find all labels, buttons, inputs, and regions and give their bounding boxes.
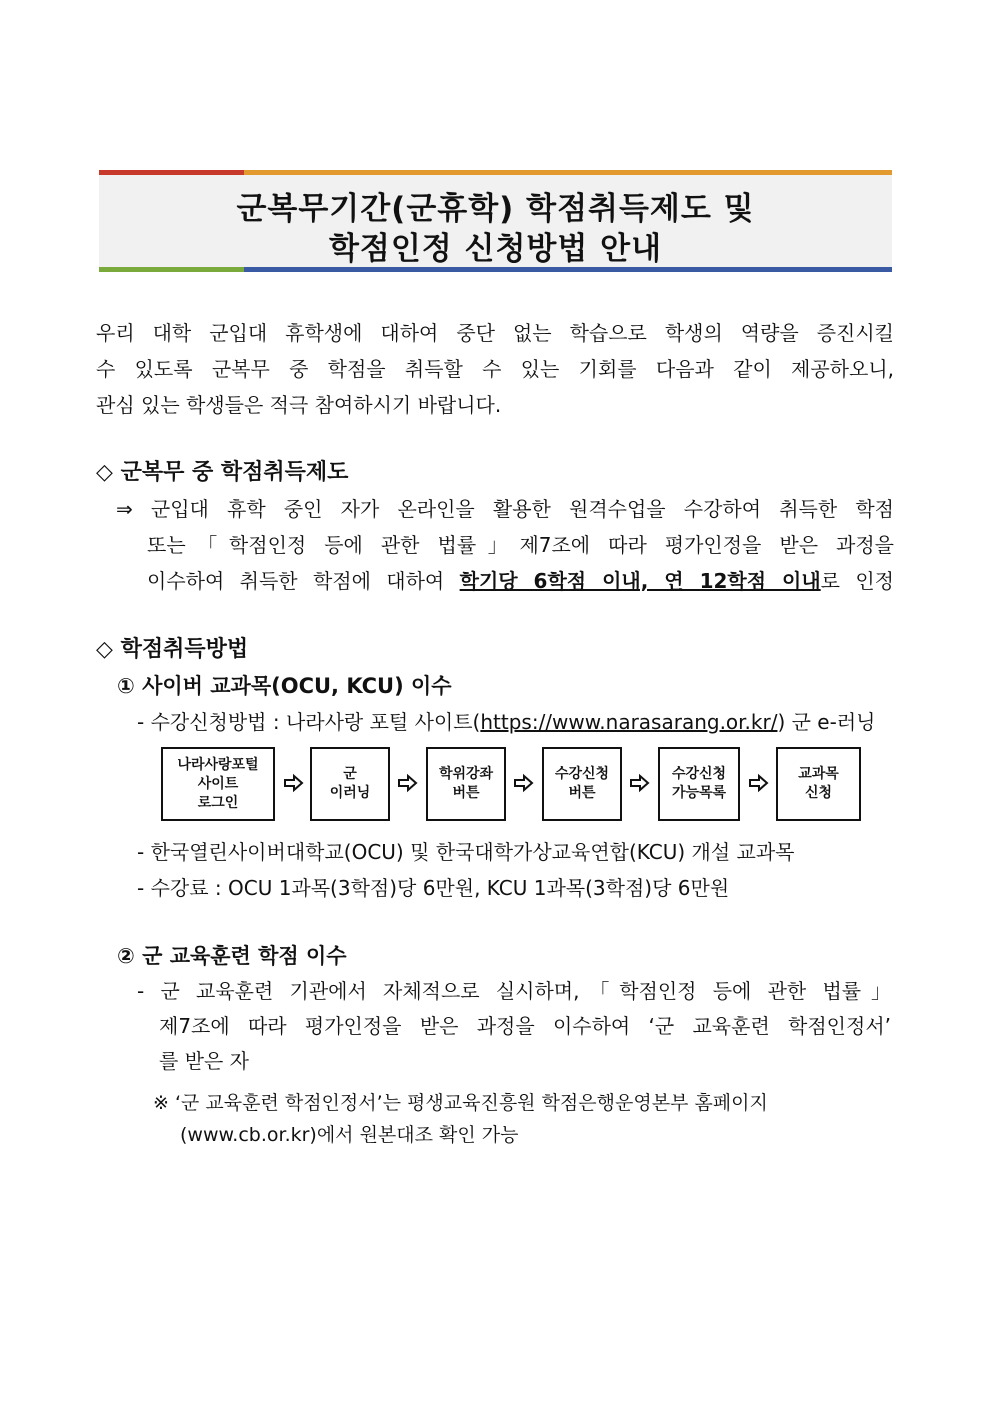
tuition-fee-line: - 수강료 : OCU 1과목(3학점)당 6만원, KCU 1과목(3학점)당 6만원: [137, 876, 730, 900]
flow-step-6: 교과목 신청: [776, 747, 861, 821]
flow-step-5: 수강신청 가능목록: [658, 747, 740, 821]
banner-bar-bottom-right: [244, 267, 892, 272]
section-heading-credit-system: ◇ 군복무 중 학점취득제도: [96, 460, 349, 485]
banner-bar-bottom-left: [99, 267, 244, 272]
intro-line-3: 관심 있는 학생들은 적극 참여하시기 바랍니다.: [96, 393, 502, 417]
offered-courses-line: - 한국열린사이버대학교(OCU) 및 한국대학가상교육연합(KCU) 개설 교과목: [137, 840, 795, 864]
military-training-line-1: - 군 교육훈련 기관에서 자체적으로 실시하며,「학점인정 등에 관한 법률」: [137, 979, 891, 1003]
flow-arrow-icon-3: [513, 772, 535, 794]
flow-arrow-icon-1: [283, 772, 305, 794]
apply-method-line: [137, 710, 875, 734]
flow-step-3: 학위강좌 버튼: [426, 747, 506, 821]
credit-system-line-3-text: 이수하여 취득한 학점에 대하여: [147, 569, 460, 593]
banner-bar-top-left: [99, 170, 244, 175]
credit-system-line-2: 또는「학점인정 등에 관한 법률」제7조에 따라 평가인정을 받은 과정을: [147, 533, 894, 557]
title-banner: [99, 170, 892, 272]
page-title-line-2: 학점인정 신청방법 안내: [328, 231, 663, 267]
credit-system-line-1: ⇒ 군입대 휴학 중인 자가 온라인을 활용한 원격수업을 수강하여 취득한 학점: [116, 497, 894, 521]
credit-system-line-3: [147, 569, 894, 593]
flow-arrow-icon-4: [629, 772, 651, 794]
flow-arrow-icon-5: [748, 772, 770, 794]
military-training-line-3: 를 받은 자: [159, 1049, 249, 1073]
credit-limit-emphasis: 학기당 6학점 이내, 연 12학점 이내: [459, 569, 821, 593]
narasarang-link[interactable]: https://www.narasarang.or.kr/: [480, 710, 778, 734]
military-training-line-2: 제7조에 따라 평가인정을 받은 과정을 이수하여 ‘군 교육훈련 학점인정서’: [159, 1014, 891, 1038]
flow-step-4: 수강신청 버튼: [542, 747, 622, 821]
cyber-course-title: ① 사이버 교과목(OCU, KCU) 이수: [117, 674, 452, 698]
certificate-note-line-2: (www.cb.or.kr)에서 원본대조 확인 가능: [180, 1124, 519, 1146]
flow-step-1: 나라사랑포털 사이트 로그인: [161, 747, 275, 821]
apply-method-suffix: ) 군 e-러닝: [777, 710, 876, 734]
military-training-title: ② 군 교육훈련 학점 이수: [117, 944, 347, 968]
section-heading-credit-method: ◇ 학점취득방법: [96, 637, 249, 662]
intro-line-1: 우리 대학 군입대 휴학생에 대하여 중단 없는 학습으로 학생의 역량을 증진시킬: [96, 321, 894, 345]
apply-method-label: - 수강신청방법 : 나라사랑 포털 사이트(: [137, 710, 481, 734]
intro-line-2: 수 있도록 군복무 중 학점을 취득할 수 있는 기회를 다음과 같이 제공하오니,: [96, 357, 894, 381]
flow-step-2: 군 이러닝: [310, 747, 390, 821]
banner-bar-top-right: [244, 170, 892, 175]
page-title-line-1: 군복무기간(군휴학) 학점취득제도 및: [236, 191, 755, 227]
certificate-note-line-1: ※ ‘군 교육훈련 학점인정서’는 평생교육진흥원 학점은행운영본부 홈페이지: [153, 1092, 768, 1114]
flow-arrow-icon-2: [397, 772, 419, 794]
credit-system-line-3-suffix: 로 인정: [820, 569, 894, 593]
